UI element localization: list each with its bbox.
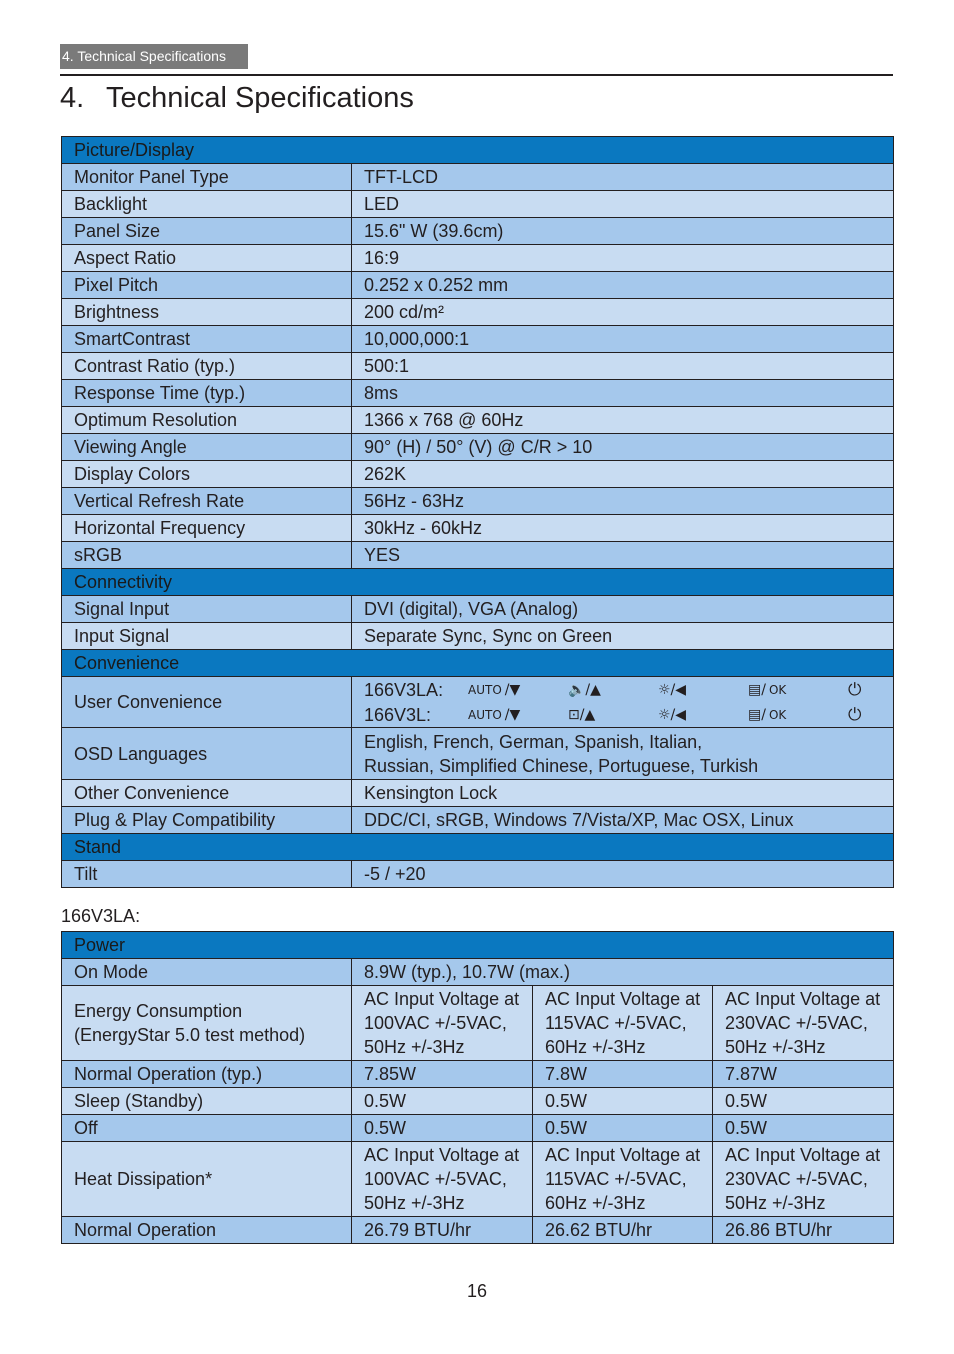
model-label: 166V3LA: <box>364 679 444 700</box>
table-row <box>62 164 894 191</box>
page-title <box>60 78 414 118</box>
table-row <box>62 218 894 245</box>
power-model-label: 166V3LA: <box>61 906 141 926</box>
auto-down-icon: AUTO /▼ <box>468 706 521 723</box>
row-value: YES <box>352 542 894 569</box>
table-row <box>62 299 894 326</box>
row-value: 0.5W <box>713 1088 894 1115</box>
row-value: 16:9 <box>352 245 894 272</box>
row-label: Pixel Pitch <box>62 272 352 299</box>
heat-dissipation-row <box>62 1142 894 1217</box>
uc-line-166v3l <box>364 702 893 727</box>
row-label: Horizontal Frequency <box>62 515 352 542</box>
row-label: sRGB <box>62 542 352 569</box>
row-value: 26.62 BTU/hr <box>533 1217 713 1244</box>
row-label: Energy Consumption (EnergyStar 5.0 test method) <box>62 986 352 1061</box>
table-row <box>62 861 894 888</box>
row-value: 26.79 BTU/hr <box>352 1217 533 1244</box>
uc-line-166v3la <box>364 677 893 702</box>
table-row <box>62 461 894 488</box>
section-header-connectivity: Connectivity <box>62 569 894 596</box>
row-value: 0.5W <box>533 1088 713 1115</box>
row-value: 90° (H) / 50° (V) @ C/R > 10 <box>352 434 894 461</box>
row-value: Kensington Lock <box>352 780 894 807</box>
row-label: Plug & Play Compatibility <box>62 807 352 834</box>
row-label: Normal Operation (typ.) <box>62 1061 352 1088</box>
row-value: -5 / +20 <box>352 861 894 888</box>
table-row <box>62 488 894 515</box>
table-row <box>62 245 894 272</box>
table-row <box>62 1061 894 1088</box>
row-value: English, French, German, Spanish, Italian, Russian, Simplified Chinese, Portuguese, Turkish <box>352 728 894 780</box>
row-value: 0.5W <box>352 1088 533 1115</box>
row-value: 262K <box>352 461 894 488</box>
row-label: Response Time (typ.) <box>62 380 352 407</box>
row-value: 15.6" W (39.6cm) <box>352 218 894 245</box>
row-value: DVI (digital), VGA (Analog) <box>352 596 894 623</box>
row-label: Viewing Angle <box>62 434 352 461</box>
brightness-left-icon: ☼/◀ <box>658 681 687 698</box>
voltage-condition: AC Input Voltage at 100VAC +/-5VAC, 50Hz +/-3Hz <box>352 1142 533 1217</box>
row-label: Aspect Ratio <box>62 245 352 272</box>
table-row <box>62 807 894 834</box>
table-row <box>62 623 894 650</box>
row-value: 0.252 x 0.252 mm <box>352 272 894 299</box>
row-label: User Convenience <box>62 677 352 728</box>
display-spec-table <box>61 136 894 888</box>
row-value: TFT-LCD <box>352 164 894 191</box>
menu-ok-icon: ▤/ OK <box>748 681 787 698</box>
row-label: Heat Dissipation* <box>62 1142 352 1217</box>
row-value: 0.5W <box>352 1115 533 1142</box>
voltage-condition: AC Input Voltage at 100VAC +/-5VAC, 50Hz +/-3Hz <box>352 986 533 1061</box>
section-header-power: Power <box>62 932 894 959</box>
row-value: 0.5W <box>533 1115 713 1142</box>
table-row <box>62 272 894 299</box>
row-value: LED <box>352 191 894 218</box>
voltage-condition: AC Input Voltage at 230VAC +/-5VAC, 50Hz +/-3Hz <box>713 1142 894 1217</box>
row-label: OSD Languages <box>62 728 352 780</box>
row-label: Normal Operation <box>62 1217 352 1244</box>
osd-languages-row <box>62 728 894 780</box>
menu-ok-icon: ▤/ OK <box>748 706 787 723</box>
table-row <box>62 191 894 218</box>
auto-down-icon: AUTO /▼ <box>468 681 521 698</box>
table-row <box>62 434 894 461</box>
row-value: Separate Sync, Sync on Green <box>352 623 894 650</box>
voltage-condition: AC Input Voltage at 115VAC +/-5VAC, 60Hz +/-3Hz <box>533 986 713 1061</box>
breadcrumb: 4. Technical Specifications <box>60 44 248 69</box>
row-value: 8ms <box>352 380 894 407</box>
header-rule <box>60 74 893 76</box>
row-label: Panel Size <box>62 218 352 245</box>
row-label: Off <box>62 1115 352 1142</box>
row-label: Tilt <box>62 861 352 888</box>
row-value: 1366 x 768 @ 60Hz <box>352 407 894 434</box>
table-row <box>62 353 894 380</box>
voltage-condition: AC Input Voltage at 115VAC +/-5VAC, 60Hz +/-3Hz <box>533 1142 713 1217</box>
row-label: Sleep (Standby) <box>62 1088 352 1115</box>
user-convenience-row <box>62 677 894 728</box>
page-number: 16 <box>466 1281 488 1301</box>
section-number: 4. <box>60 82 85 114</box>
power-icon: ⏻ <box>848 704 862 725</box>
voltage-condition: AC Input Voltage at 230VAC +/-5VAC, 50Hz +/-3Hz <box>713 986 894 1061</box>
row-value: 7.85W <box>352 1061 533 1088</box>
row-value: 0.5W <box>713 1115 894 1142</box>
row-label: Monitor Panel Type <box>62 164 352 191</box>
row-value: 30kHz - 60kHz <box>352 515 894 542</box>
power-spec-table <box>61 931 894 1244</box>
table-row <box>62 1088 894 1115</box>
row-value: 7.8W <box>533 1061 713 1088</box>
model-label: 166V3L: <box>364 704 432 725</box>
table-row <box>62 407 894 434</box>
row-label: Signal Input <box>62 596 352 623</box>
row-value: 26.86 BTU/hr <box>713 1217 894 1244</box>
row-value: 200 cd/m² <box>352 299 894 326</box>
aspect-up-icon: ⊡/▲ <box>568 706 596 723</box>
table-row <box>62 1217 894 1244</box>
row-label: On Mode <box>62 959 352 986</box>
row-label: SmartContrast <box>62 326 352 353</box>
volume-up-icon: 🔈/▲ <box>568 681 601 698</box>
row-label: Other Convenience <box>62 780 352 807</box>
row-label: Brightness <box>62 299 352 326</box>
table-row <box>62 515 894 542</box>
table-row <box>62 380 894 407</box>
row-value: 10,000,000:1 <box>352 326 894 353</box>
row-value: 7.87W <box>713 1061 894 1088</box>
row-label: Vertical Refresh Rate <box>62 488 352 515</box>
section-header-convenience: Convenience <box>62 650 894 677</box>
table-row <box>62 1115 894 1142</box>
row-value: 56Hz - 63Hz <box>352 488 894 515</box>
title-text: Technical Specifications <box>106 82 414 114</box>
row-value: 500:1 <box>352 353 894 380</box>
energy-consumption-row <box>62 986 894 1061</box>
row-label: Optimum Resolution <box>62 407 352 434</box>
power-icon: ⏻ <box>848 679 862 700</box>
user-convenience-value <box>352 677 894 728</box>
table-row <box>62 542 894 569</box>
section-header-picture: Picture/Display <box>62 137 894 164</box>
table-row <box>62 326 894 353</box>
row-label: Display Colors <box>62 461 352 488</box>
section-header-stand: Stand <box>62 834 894 861</box>
row-value: DDC/CI, sRGB, Windows 7/Vista/XP, Mac OSX, Linux <box>352 807 894 834</box>
row-label: Input Signal <box>62 623 352 650</box>
table-row <box>62 596 894 623</box>
brightness-left-icon: ☼/◀ <box>658 706 687 723</box>
row-label: Backlight <box>62 191 352 218</box>
row-value: 8.9W (typ.), 10.7W (max.) <box>352 959 894 986</box>
table-row <box>62 959 894 986</box>
table-row <box>62 780 894 807</box>
row-label: Contrast Ratio (typ.) <box>62 353 352 380</box>
